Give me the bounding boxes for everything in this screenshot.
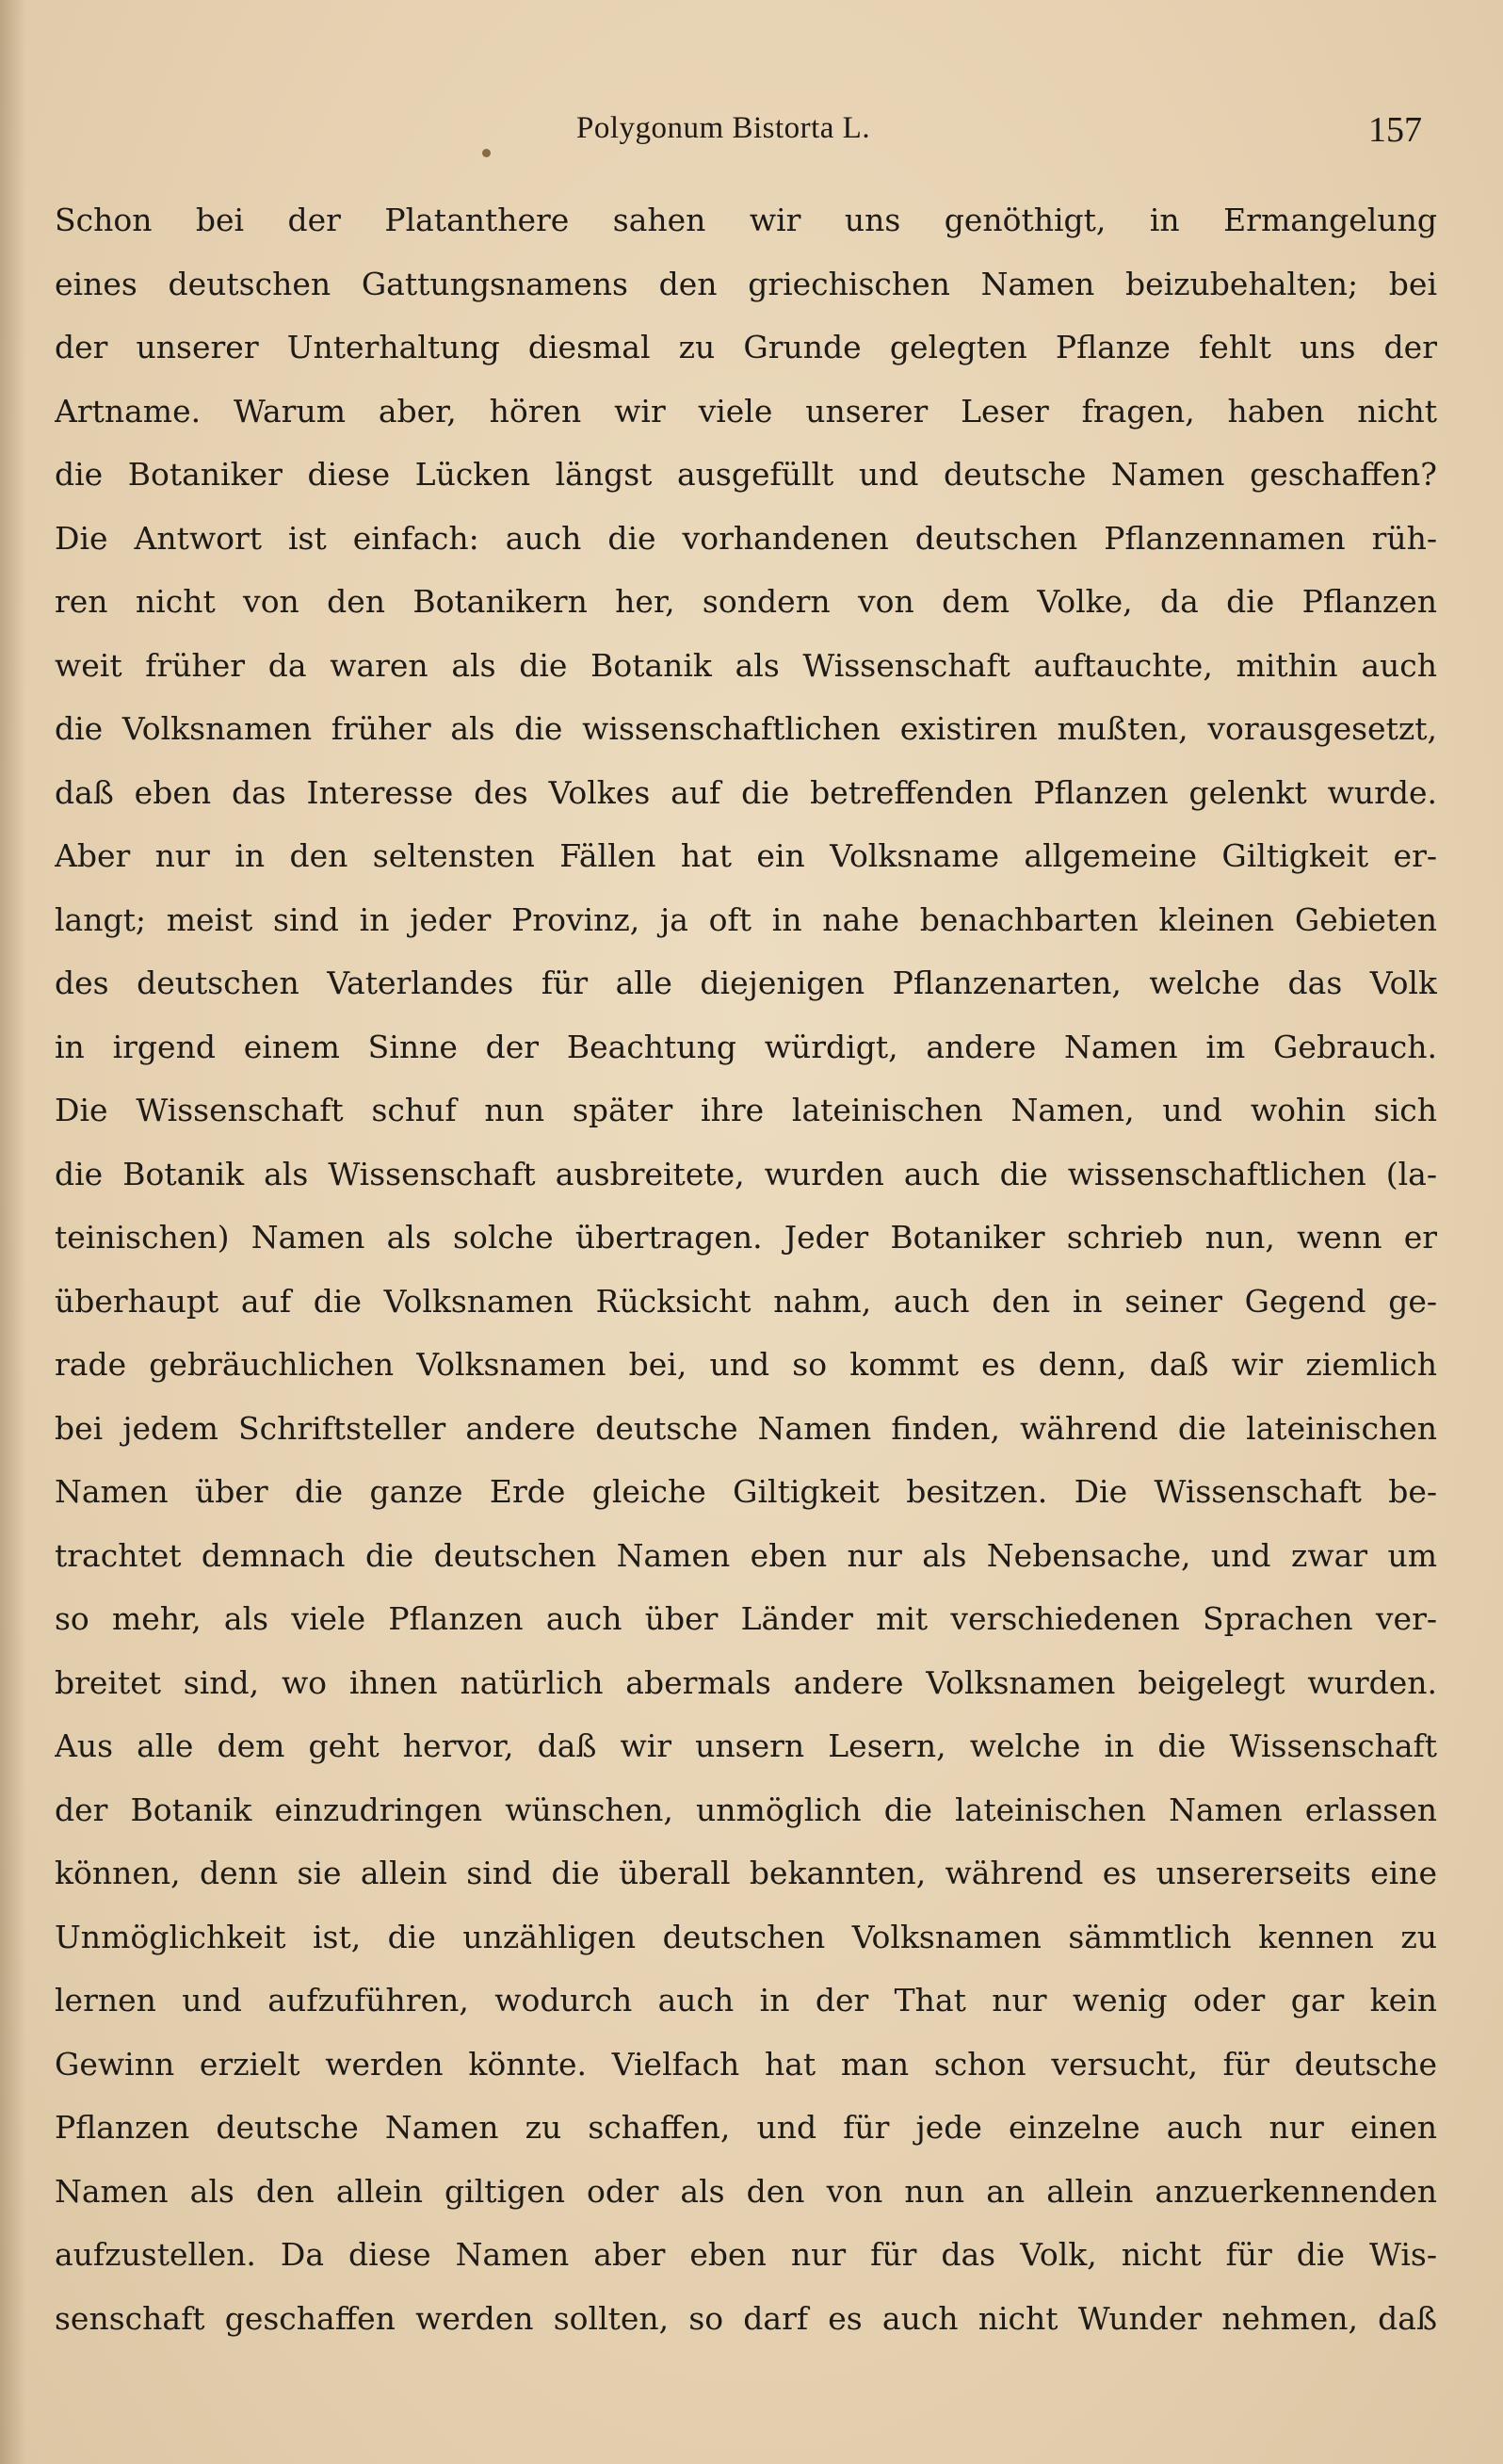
text-line: weit früher da waren als die Botanik als Wissenschaft auftauchte, mithin auch xyxy=(55,646,1437,684)
page-number: 157 xyxy=(1368,110,1422,150)
text-line: die Volksnamen früher als die wissenschaftlichen existiren mußten, vorausgesetzt, xyxy=(55,710,1437,747)
text-line: Artname. Warum aber, hören wir viele unserer Leser fragen, haben nicht xyxy=(55,392,1437,430)
text-line: können, denn sie allein sind die überall bekannten, während es unsererseits eine xyxy=(55,1855,1437,1891)
text-line: der Botanik einzudringen wünschen, unmöglich die lateinischen Namen erlassen xyxy=(55,1791,1437,1828)
text-line: die Botaniker diese Lücken längst ausgefüllt und deutsche Namen geschaffen? xyxy=(55,456,1437,493)
text-line: in irgend einem Sinne der Beachtung würdigt, andere Namen im Gebrauch. xyxy=(55,1028,1437,1065)
text-line: Namen über die ganze Erde gleiche Giltigkeit besitzen. Die Wissenschaft be- xyxy=(55,1473,1437,1510)
text-line: rade gebräuchlichen Volksnamen bei, und so kommt es denn, daß wir ziemlich xyxy=(55,1346,1437,1383)
text-line: daß eben das Interesse des Volkes auf die betreffenden Pflanzen gelenkt wurde. xyxy=(55,773,1437,811)
text-line: Die Antwort ist einfach: auch die vorhandenen deutschen Pflanzennamen rüh- xyxy=(55,519,1437,557)
running-title: Polygonum Bistorta L. xyxy=(576,111,871,145)
text-line: des deutschen Vaterlandes für alle diejenigen Pflanzenarten, welche das Volk xyxy=(55,965,1437,1001)
text-line: langt; meist sind in jeder Provinz, ja oft in nahe benachbarten kleinen Gebieten xyxy=(55,900,1437,938)
text-line: breitet sind, wo ihnen natürlich abermals andere Volksnamen beigelegt wurden. xyxy=(55,1663,1437,1701)
text-line: eines deutschen Gattungsnamens den griechischen Namen beizubehalten; bei xyxy=(55,265,1437,302)
text-line: Namen als den allein giltigen oder als den von nun an allein anzuerkennenden xyxy=(55,2172,1437,2210)
text-line: Aus alle dem geht hervor, daß wir unsern Lesern, welche in die Wissenschaft xyxy=(55,1727,1437,1764)
text-line: Aber nur in den seltensten Fällen hat ein Volksname allgemeine Giltigkeit er- xyxy=(55,837,1437,874)
text-line: Gewinn erzielt werden könnte. Vielfach hat man schon versucht, für deutsche xyxy=(55,2045,1437,2083)
page-edge-shadow xyxy=(0,0,26,2464)
ink-speck xyxy=(482,149,491,157)
text-line: trachtet demnach die deutschen Namen eben nur als Nebensache, und zwar um xyxy=(55,1536,1437,1574)
text-line: überhaupt auf die Volksnamen Rücksicht nahm, auch den in seiner Gegend ge- xyxy=(55,1282,1437,1320)
text-line: teinischen) Namen als solche übertragen. Jeder Botaniker schrieb nun, wenn er xyxy=(55,1219,1437,1256)
text-line: senschaft geschaffen werden sollten, so darf es auch nicht Wunder nehmen, daß xyxy=(55,2299,1437,2337)
text-line: ren nicht von den Botanikern her, sondern von dem Volke, da die Pflanzen xyxy=(55,583,1437,620)
body-paragraph xyxy=(55,188,1437,2350)
text-line: so mehr, als viele Pflanzen auch über Länder mit verschiedenen Sprachen ver- xyxy=(55,1600,1437,1637)
text-line: aufzustellen. Da diese Namen aber eben nur für das Volk, nicht für die Wis- xyxy=(55,2236,1437,2273)
text-line: Die Wissenschaft schuf nun später ihre lateinischen Namen, und wohin sich xyxy=(55,1092,1437,1128)
text-line: Pflanzen deutsche Namen zu schaffen, und für jede einzelne auch nur einen xyxy=(55,2109,1437,2146)
text-line: Schon bei der Platanthere sahen wir uns genöthigt, in Ermangelung xyxy=(55,202,1437,238)
text-line: die Botanik als Wissenschaft ausbreitete, wurden auch die wissenschaftlichen (la- xyxy=(55,1155,1437,1192)
page-header xyxy=(0,105,1503,162)
text-line: der unserer Unterhaltung diesmal zu Grunde gelegten Pflanze fehlt uns der xyxy=(55,329,1437,365)
text-line: bei jedem Schriftsteller andere deutsche Namen finden, während die lateinischen xyxy=(55,1409,1437,1447)
text-line: Unmöglichkeit ist, die unzähligen deutschen Volksnamen sämmtlich kennen zu xyxy=(55,1918,1437,1955)
text-line: lernen und aufzuführen, wodurch auch in der That nur wenig oder gar kein xyxy=(55,1982,1437,2018)
